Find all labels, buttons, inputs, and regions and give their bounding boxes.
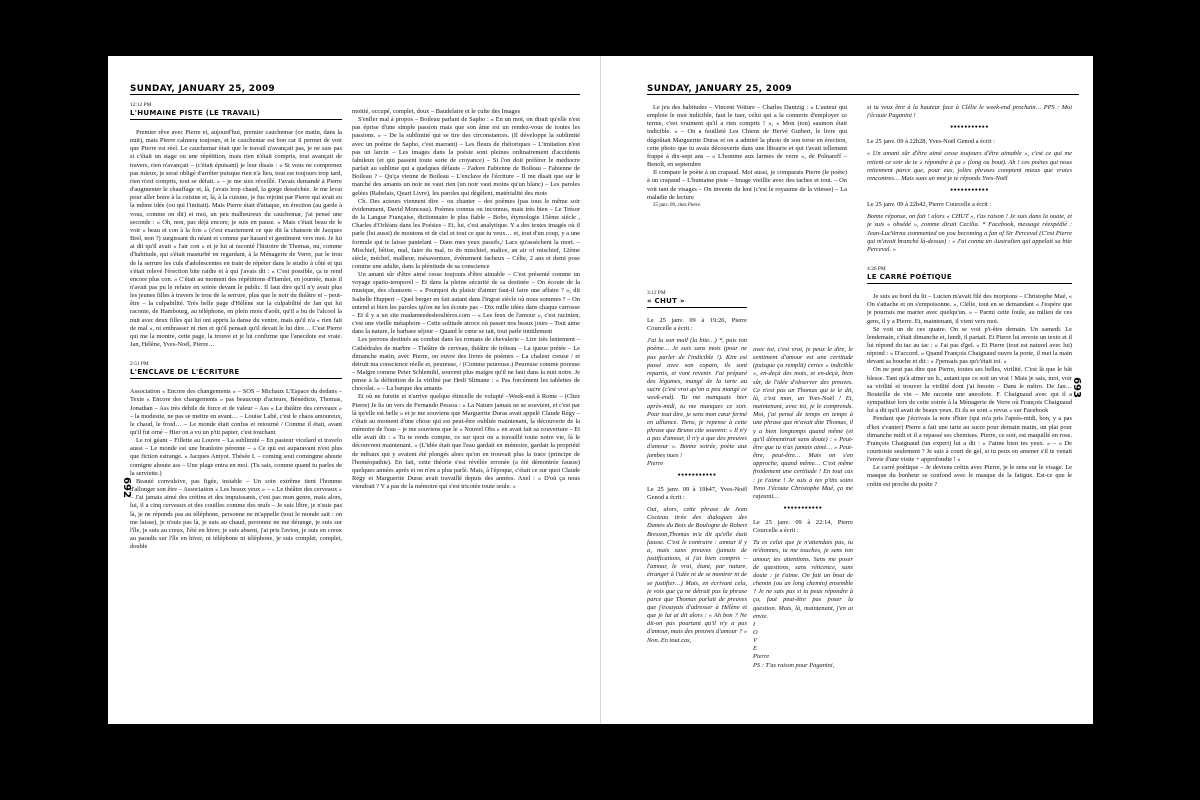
paragraph: On ne peut pas dire que Pierre, toutes ses belles, virilité. C'est là que le bât blesse. Tant qu'à aimer un h., autant que ce soit un vrai ! Mais je sais, moi, voir sa virilité et trouver la virilité dont j'ai besoin – Dans le métro. De Jan… Bouteille de vin – Me raconte une anecdote. F. Chaignaud avec qui il a sympathisé lors de cette soirée à la Ménagerie de Verre où François Chaignaud lui a dit qu'il avait de beaux yeux. Et ils se sont « revus » sur Facebook xyxy=(867,366,1072,415)
paragraph: Il compare le poète à un crapaud. Moi aussi, je comparais Pierre (le poète) à un crapaud – L'humaine piste – Image vieillie avec des taches et tout. – On voit tant de visages – On invente du lent (c'est le royaume de la vitesse) – La maladie de lecture xyxy=(647,169,847,201)
paragraph: Un amant sûr d'être aimé cesse toujours d'être aimable – C'est présenté comme un voyage spatio-temporel – Et dans la pleine sécurité de sa destinée – On écoute de la musique, des chansons – « Pourquoi du plaisir d'aimer faut-il faire une affaire ? », dit Isabelle Huppert – Quel berger en fait autant dans l'ingrat siècle où nous sommes ? – On entend si bien les paroles qu'on ne les écoute pas – Dix mille idées dans chaque carrosse – Et il y a un site madameedeshoulières.com – « Les feux de l'amour », c'est racinien, c'est une vieille métaphore – Cette solitude atroce où passer nos beaux jours – Tout aime dans la nature, le barbare séjour – Quand le cœur se tait, tout parle inutilement xyxy=(352,271,580,336)
comment-header: Le 25 janv. 09 à 22h42, Pierre Courcelle a écrit : xyxy=(867,201,992,209)
love-letter: O xyxy=(753,629,758,636)
comment-body: « Un amant sûr d'être aimé cesse toujours d'être aimable », c'est ce qui me retient ce soir de te « répondre à ça » (long ou bout). Ah ! ces poètes qui nous retiennent parce que, pour eux, jolies phrases comptent mieux que vraies rencontres… Mais sans un mot je te réponds Yves-Noël xyxy=(867,150,1072,182)
entry-time: 12:12 PM xyxy=(130,102,152,108)
love-letter: I xyxy=(753,620,756,628)
paragraph: Les perrons destinés au combat dans les romans de chevalerie – Lire très lentement – Cathédrales de marbre – Théâtre de cerveau, théâtre de tréteau – La queue prétée – Le dimanche matin, avec Pierre, on ouvre des livres de poèmes – La chaleur creuse / et détruit ma conscience réelle et, peureuse, / (Comme peureuse.) Peureuse comme poreuse – Maigre comme Peter Schlemihl, souvent plus maigre qu'il ne faut dans la nuit noire. Je pense à la définition de la virilité par Hedi Slimane : « Pas forcément les tablettes de chocolat. » – La barque des amants xyxy=(352,336,580,393)
comment-sign: Pierre xyxy=(753,653,770,661)
love-letter: V xyxy=(753,637,757,645)
comment-sign: Pierre xyxy=(647,459,664,467)
page-number: 693 xyxy=(1071,377,1083,398)
comment-header: Le 25 janv. 09 à 22:14, Pierre Courcelle a écrit : xyxy=(753,518,853,535)
separator: ●●●●●●●●●●● xyxy=(677,472,717,478)
entry-time: 3:12 PM xyxy=(647,290,666,296)
title-rule xyxy=(647,307,747,308)
title-rule xyxy=(130,119,342,120)
page-header xyxy=(130,78,580,95)
title-rule xyxy=(130,378,342,379)
comment-body: Oui, alors, cette phrase de Jean Cocteau tirée des dialogues des Dames du Bois de Boulogne de Robert Bresson,Thomas m'a dit qu'elle était fausse. C'est le contraire : amour il y a, mais sans preuves (jamais de justifications, si j'ai bien compris – l'amour, le vrai, étant, par nature, étranger à l'idée ni de se montrer ni de se justifier…) Mais, en écrivant cela, je vois que ça ne détruit pas la phrase parce que Thomas parlait de preuves que j'essayais d'adresser à Hélène et que je lui ai dit alors : « Ah bon ? Ne dit-on pas pourtant qu'il n'y a pas d'amour, mais des preuves d'amour ? » Non. En tout cas, xyxy=(647,506,747,644)
right-page xyxy=(600,56,1093,724)
entry-time: 4:26 PM xyxy=(867,266,886,273)
paragraph: Je suis au bord du lit – Lucien m'avait filé des morpions – Christophe Maé, « On s'attache et on s'empoisonne. », Clélie, tout en se demandant « J'espère que je pourrais me marier avec quelqu'un. » – Parmi cette foule, au milieu de ces gens, il y a Pierre. Et, maintenant, il vient vers moi. xyxy=(867,293,1072,325)
page-header xyxy=(647,78,1079,95)
separator: ●●●●●●●●●●● xyxy=(950,188,989,194)
paragraph: Pendant que j'écrivais la note d'hier (qui m'a pris l'après-midi, bon, y a pas d'koi s'vanter) Pierre a fait une tarte au sucre pour demain matin, un plat pour dimanche midi et il a repassé ses chemises. Pierre, ce soir, est maquillé en rose. François Chaignaud (un expert) lui a dit : « J'aime bien tes yeux. » – « De courtoisie seulement ? Je suis à court de gel, si tu peux en amener s'il te venait l'envie d'une visite + approfondie ! » xyxy=(867,415,1072,464)
comment-header: Le 25 janv. 09 à 22h28, Yves-Noël Genod a écrit : xyxy=(867,138,995,146)
comment-body: Tu es celui que je n'attendais pas, tu m'étonnes, tu me touches, je sens ton amour, tes attentions. Sans me poser de questions, sans réticence, sans doute : je t'aime. On fait un bout de chemin (ou un long chemin) ensemble ? Je ne sais pas si tu peux répondre à ça, faut peut-être pas poser la question. Mais, là, maintenant, j'en ai envie. xyxy=(753,539,853,620)
paragraph: S'enfler mal à propos – Boileau parlant de Sapho : « En un mot, on dirait qu'elle n'est pas éprise d'une simple passion mais que son âme est un rendez-vous de toutes les passions. » – De la sublimité qui se tire des circonstances. (Il développe la sublimité avec un poème de Sapho, c'est marrant) – Les fleurs de rhétoriques – L'imitation n'est pas un larcin – Les images dans la poésie sont pleines ordinairement d'accidents fabuleux (et qui passent toute sorte de croyance) – Si l'on doit préférer le médiocre parfait au sublime qui a quelques défauts – J'adore Fabienne de Boileau – Fabienne de Boileau ? – Qu'ça vienne de Boileau – L'enclave de l'écriture – Il me disait que sur le marché des amants un noir ne vaut rien (un noir vaut moins qu'un blanc) – Les paroles gelées (Rabelais, Quart Livre), les paroles qui dégèlent, matérialité des mots xyxy=(352,116,580,197)
entry-text: Premier rêve avec Pierre et, aujourd'hui, premier cauchemar (ce matin, dans la nuit), mais Pierre calmera toujours, et le cauchemar est bon car il permet de voir que Pierre est réel. Le cauchemar était que le travail n'avançait pas, je ne sais pas si c'était un stage ou une répétition, mais rien n'était compris, tout avançait de travers, rien n'avançait – (c'était épuisant) je leur disais : « Si vous ne comprenez pas mieux, je serai obligé d'arrêter puisque rien n'a lieu, tout est toujours trop tard, rien n'est compris, tout se défait. » – je me suis réveillé. J'avais demandé à Pierre d'augmenter le chauffage et, là, j'avais trop chaud, la gorge desséchée. Je me levai pour aller boire à la cuisine et, là, à la cuisine, je fus rejoint par Pierre qui avait eu la même idée (ou qui l'imitait). Mais Pierre était d'attaque, en érection (au garde à vous, comme on dit) et moi, un peu malheureux du cauchemar, j'ai pensé une seconde : « Oh, non, pas déjà encore, je suis en pause. » Mais c'était beau de le voir « beau et con à la fois » (c'est exactement ce que dit la chanson de Jacques Brel, non ?) surgissant du néant et comme par hasard et gentiment vers moi. Je lui ai dit qu'il avait « l'air con » et je lui ai raconté l'histoire de Thomas, nu, comme d'habitude, qui s'était masturbé en regardant, à la Ménagerie de Verre, par le trou de la serrure les culs d'adolescentes en train de répéter dans le studio à côté et qui s'était relevé l'érection bite raidie et à qui j'avais dit : « C'est possible, ça te rend encore plus con. » C'était au moment des répétitions d'Hamlet, en journée, mais il n'avait pas pu le refaire en soirée devant le public. Il faut dire qu'il n'y avait plus les jeunes filles à travers le trou de la serrure, plus que le noir du théâtre et – peut-être – la culpabilité. Très belle page d'Hélène sur la culpabilité de Jan qui lui raconte, de Hambourg, au téléphone, en plein mois d'août, qu'il a bu de l'alcool la nuit avec deux filles qui lui ont appris la danse du ventre, mais qu'il n'a « rien fait de mal », ni embrasser ni rien et qu'il pensait qu'il devait le lui dire… C'est Pierre qui me la montre, cette page, la trouve et je lui confirme que l'anecdote est vraie. Jan, Hélène, Yves-Noël, Pierre… xyxy=(130,129,342,349)
left-column-2 xyxy=(352,108,580,718)
right-column-3 xyxy=(867,104,1072,718)
entry-title: LE CARRÉ POÉTIQUE xyxy=(867,273,952,282)
entry-title: « CHUT » xyxy=(647,297,685,305)
left-column-1 xyxy=(130,100,342,718)
love-letter: E xyxy=(753,645,757,653)
caption: 25 janv. 09, chez Pierre. xyxy=(653,202,702,208)
entry-title: L'ENCLAVE DE L'ÉCRITURE xyxy=(130,368,240,377)
right-column-2 xyxy=(753,346,853,718)
header-date: SUNDAY, JANUARY 25, 2009 xyxy=(130,84,276,94)
comment-body: avec toi, c'est vrai, je peux le dire, le sentiment d'amour est une certitude (puisque ça remplit) certes « indicible », en-deçà des mots, et en-deçà, bien sûr, de l'idée d'observer des preuves. Ce n'est pas un Thomas qui te le dit, là, c'est mon, un Yves-Noël ! Et, maintenant, avec toi, je le comprends. Moi, j'ai pensé de temps en temps à une phrase que m'avait dite Thomas, il y a bien longtemps quand même (et qu'il démentirait sans doute) : « Peut-être que tu n'as jamais aimé… » Peut-être, peut-être… Mais on s'en approche, quand même… C'est même froidement une certitude ! En tout cas : je t'aime ! Je suis à tes p'tits soins Yvno J'écoute Christophe Maé, ça me rajeunit… xyxy=(753,346,853,500)
comment-body: J'ai lu son mail (la bite…) *, puis ton poème… Je suis sans mots (pour ne pas parler de l'indicible !). Kim est passé avec son copain, ils sont repartis, et vont revenir. J'ai préparé des légumes, mangé de la tarte au sucre (c'est vrai qu'on a peu mangé ce week-end). Tu me manquais hier après-midi, tu me manques ce soir. Pour tout dire, je sens mon cœur fermé en alliance. Tiens, je repense à cette phrase que Bruno cite souvent: « Il n'y a pas d'amour, il n'y a que des preuves d'amour ». Bonne soirée, poète aux jambes nues ! xyxy=(647,337,747,459)
paragraph: Ch. Des acteurs viennent dire – ou chanter – des poèmes (pas tous le même soir évidemment, David Monceau). Poèmes connus ou inconnus, mais très bien – Le Trésor de la Langue Française, dictionnaire le plus fiable – Bobo, étymologie 15ème siècle , Charles d'Orléans dans les Poésies – Et, lui, c'est analytique. Y a des textes imagés où il parle (lui aussi) de moutons et de ciel et tout ce que tu veux… et, tout d'un coup, y a une formule qui te laisse pantelant – Dans mes yeux passifs,/ Lacs qu'assèchent la mort. – Mischief, bêtise, mal, faire du mal, to do mischief, malice, an air of mischief, 12ème siècle, méchef, malheur, mésaventure, événement facheux – Célie, 2 ans et demi pose comme une adulte, dans la plénitude de sa conscience xyxy=(352,197,580,270)
entry-title: L'HUMAINE PISTE (LE TRAVAIL) xyxy=(130,109,260,117)
separator: ●●●●●●●●●●● xyxy=(783,505,823,511)
paragraph: Le carré poétique – Je deviens crétin avec Pierre, je le sens sur le visage. Le masque du bonheur se confond avec le masque de la fatigue. Est-ce que le crétin est proche du poète ? xyxy=(867,464,1072,488)
comment-ps: PS : T'as raison pour Paganini, xyxy=(753,661,835,669)
paragraph: Le roi géant – Fillette au Louvre – La sublimité – En pasteur vicelard et travelo aussi – Le monde est une branloire pérenne – « Ce qui est auparavant n'est plus que fiction estrange. » Jacques Amyot. Thésée I. – coming sout comingme ahoute comigne ahoute ass – Une plage entra en moi. (Tu sais, comme quand tu parles de la serviette.) xyxy=(130,437,342,477)
comment-body: si tu veux être à la hauteur face à Clélie le week-end prochain… PPS : Moi j'écoute Paganini ! xyxy=(867,104,1072,120)
paragraph: Beauté convulsive, pas figée, instable – Un soin extrême tient l'homme d'allonger son être – Association « Les beaux yeux » – « Le théâtre des cerveaux » – J'ai jamais aimé des crétins et des impuissants, c'est pas mon genre, mais alors, lui, il a cinq cerveaux et des couilles comme des œufs – Je suis libre, je n'suis pas là, je ne réponds pas au téléphone, personne ne m'appelle (tout le monde sait : on me laisse), je n'suis pas là, je suis au chaud, personne ne me dérange, je suis sur l'île, je suis au creux, l'été en hiver, je suis absent, j'ai pris l'avion, je suis en creux au paradis sur l'île en hiver, ni téléphone ni téléphone, je suis complet, complet, double xyxy=(130,477,342,551)
page-number: 692 xyxy=(120,477,132,498)
paragraph: moitié, occupé, complet, doux – Baudelaire et le culte des Images xyxy=(352,108,521,115)
right-column-1 xyxy=(647,288,747,718)
header-date: SUNDAY, JANUARY 25, 2009 xyxy=(647,84,793,94)
comment-header: Le 25 janv. 09 à 19h47, Yves-Noël Genod a écrit : xyxy=(647,485,747,501)
title-rule xyxy=(867,283,1072,284)
comment-body: Bonne réponse, on fait ! alors « CHUT », t'as raison ! Je suis dans la ouate, et je suis « obsédé », comme dirait Cecilia. * Facebook, message réexpédié : Jean-LucVerna commented on you becoming a fan of Sir Perceval (C'est Pierre qui m'avait branché là-dessus) : « J'ai connu un Australien qui appelait sa bite Perceval. » xyxy=(867,213,1072,253)
left-page xyxy=(108,56,600,724)
comment-header: Le 25 janv. 09 à 19:26, Pierre Courcelle a écrit : xyxy=(647,317,747,333)
paragraph: Et où ne furette et n'arrive quelque étincelle de volupté –Week-end à Rome – (Chez Pierre) Je lis un vers de Fernando Pessoa : « La Nature jamais ne se souvient, et c'est par là qu'elle est belle » et je me souviens que Marguerite Duras avait appelé Claude Régy – c'était au moment d'une chose qui est peut-être oubliée maintenant, la découverte de la mémoire de l'eau – je me souviens que le « Nouvel Obs » en avait fait sa couverture – Et elle avait dit : « Tu te rends compte, ce sur quoi on a travaillé toute notre vie, là le découvrent maintenant. » (L'idée était que l'eau gardait en mémoire, gardait la propriété de mêtaux qui y avaient été plongés alors qu'on en trouvait plus la trace (principe de l'homéopathie). En fait, cette théorie s'est révélée erronée (a été démontrée fausse) quelques années après et on n'en a plus parlé. Mais, à l'époque, c'était ce sur quoi Claude Régy et Marguerite Duras avait travaillé depuis des années. Axel : « D'où ça nous viendrait ? Y a pas de la mémoire qui s'est tricotée toute seule. » xyxy=(352,393,580,491)
separator: ●●●●●●●●●●● xyxy=(950,125,989,131)
paragraph: Association « Encore des changements » – SOS – Michaux L'Espace du dedans – Texte « Encore des changements » pas beaucoup d'acteurs, Bénédicte, Thomas, Jonathan – Ass très débile de force et de valeur – Ass « Le théâtre des cerveaux » – la modestie, ne pas se mettre en avant… – Louise Labé, c'est le chaos amoureux, le chaud, le froid… – Le monde était confus et retourné / Comme il était, avant qu'il fut orné – Hier on a vu un p'tit papier, c'est touchant xyxy=(130,388,342,436)
paragraph: Le jeu des habitudes – Vincent Voiture – Charles Dantzig : « L'auteur qui emploie le mot indicible, faut le tuer, celui qui a la connerie d'employer ce terme, c'est vraiment qu'il a rien compris ! », « Mon (ton) saumon était indicible. » – On a feuilleté Les Chiens de Hervé Guibert, le livre qui dégoûtait Marguerite Duras et on a admiré la photo de son torse en érection, cette photo que tu avais découverte dans une librairie et qui t'avait tellement frappé à dix-sept ans – « L'homme aux larmes de verre », de Polnareff – Benoît, en septembre xyxy=(647,104,847,169)
paragraph: Se voit un de ces quatre. On se voit p't-être demain. Un samedi. Le lendemain, c'était dimanche et, lundi, il partait. Et Pierre lui envoie un texto et il lui répond du tac au tac : « J'ai pas d'gel. » Et Pierre (tout est naturel avec lui) répond : « D'accord. » Quand François Chaignaud ouvre la porte, il met la main devant sa bouche et dit : « J'pensais pas qu'c'était toi. » xyxy=(867,325,1072,366)
entry-time: 2:51 PM xyxy=(130,361,149,368)
right-top-block xyxy=(647,104,847,284)
